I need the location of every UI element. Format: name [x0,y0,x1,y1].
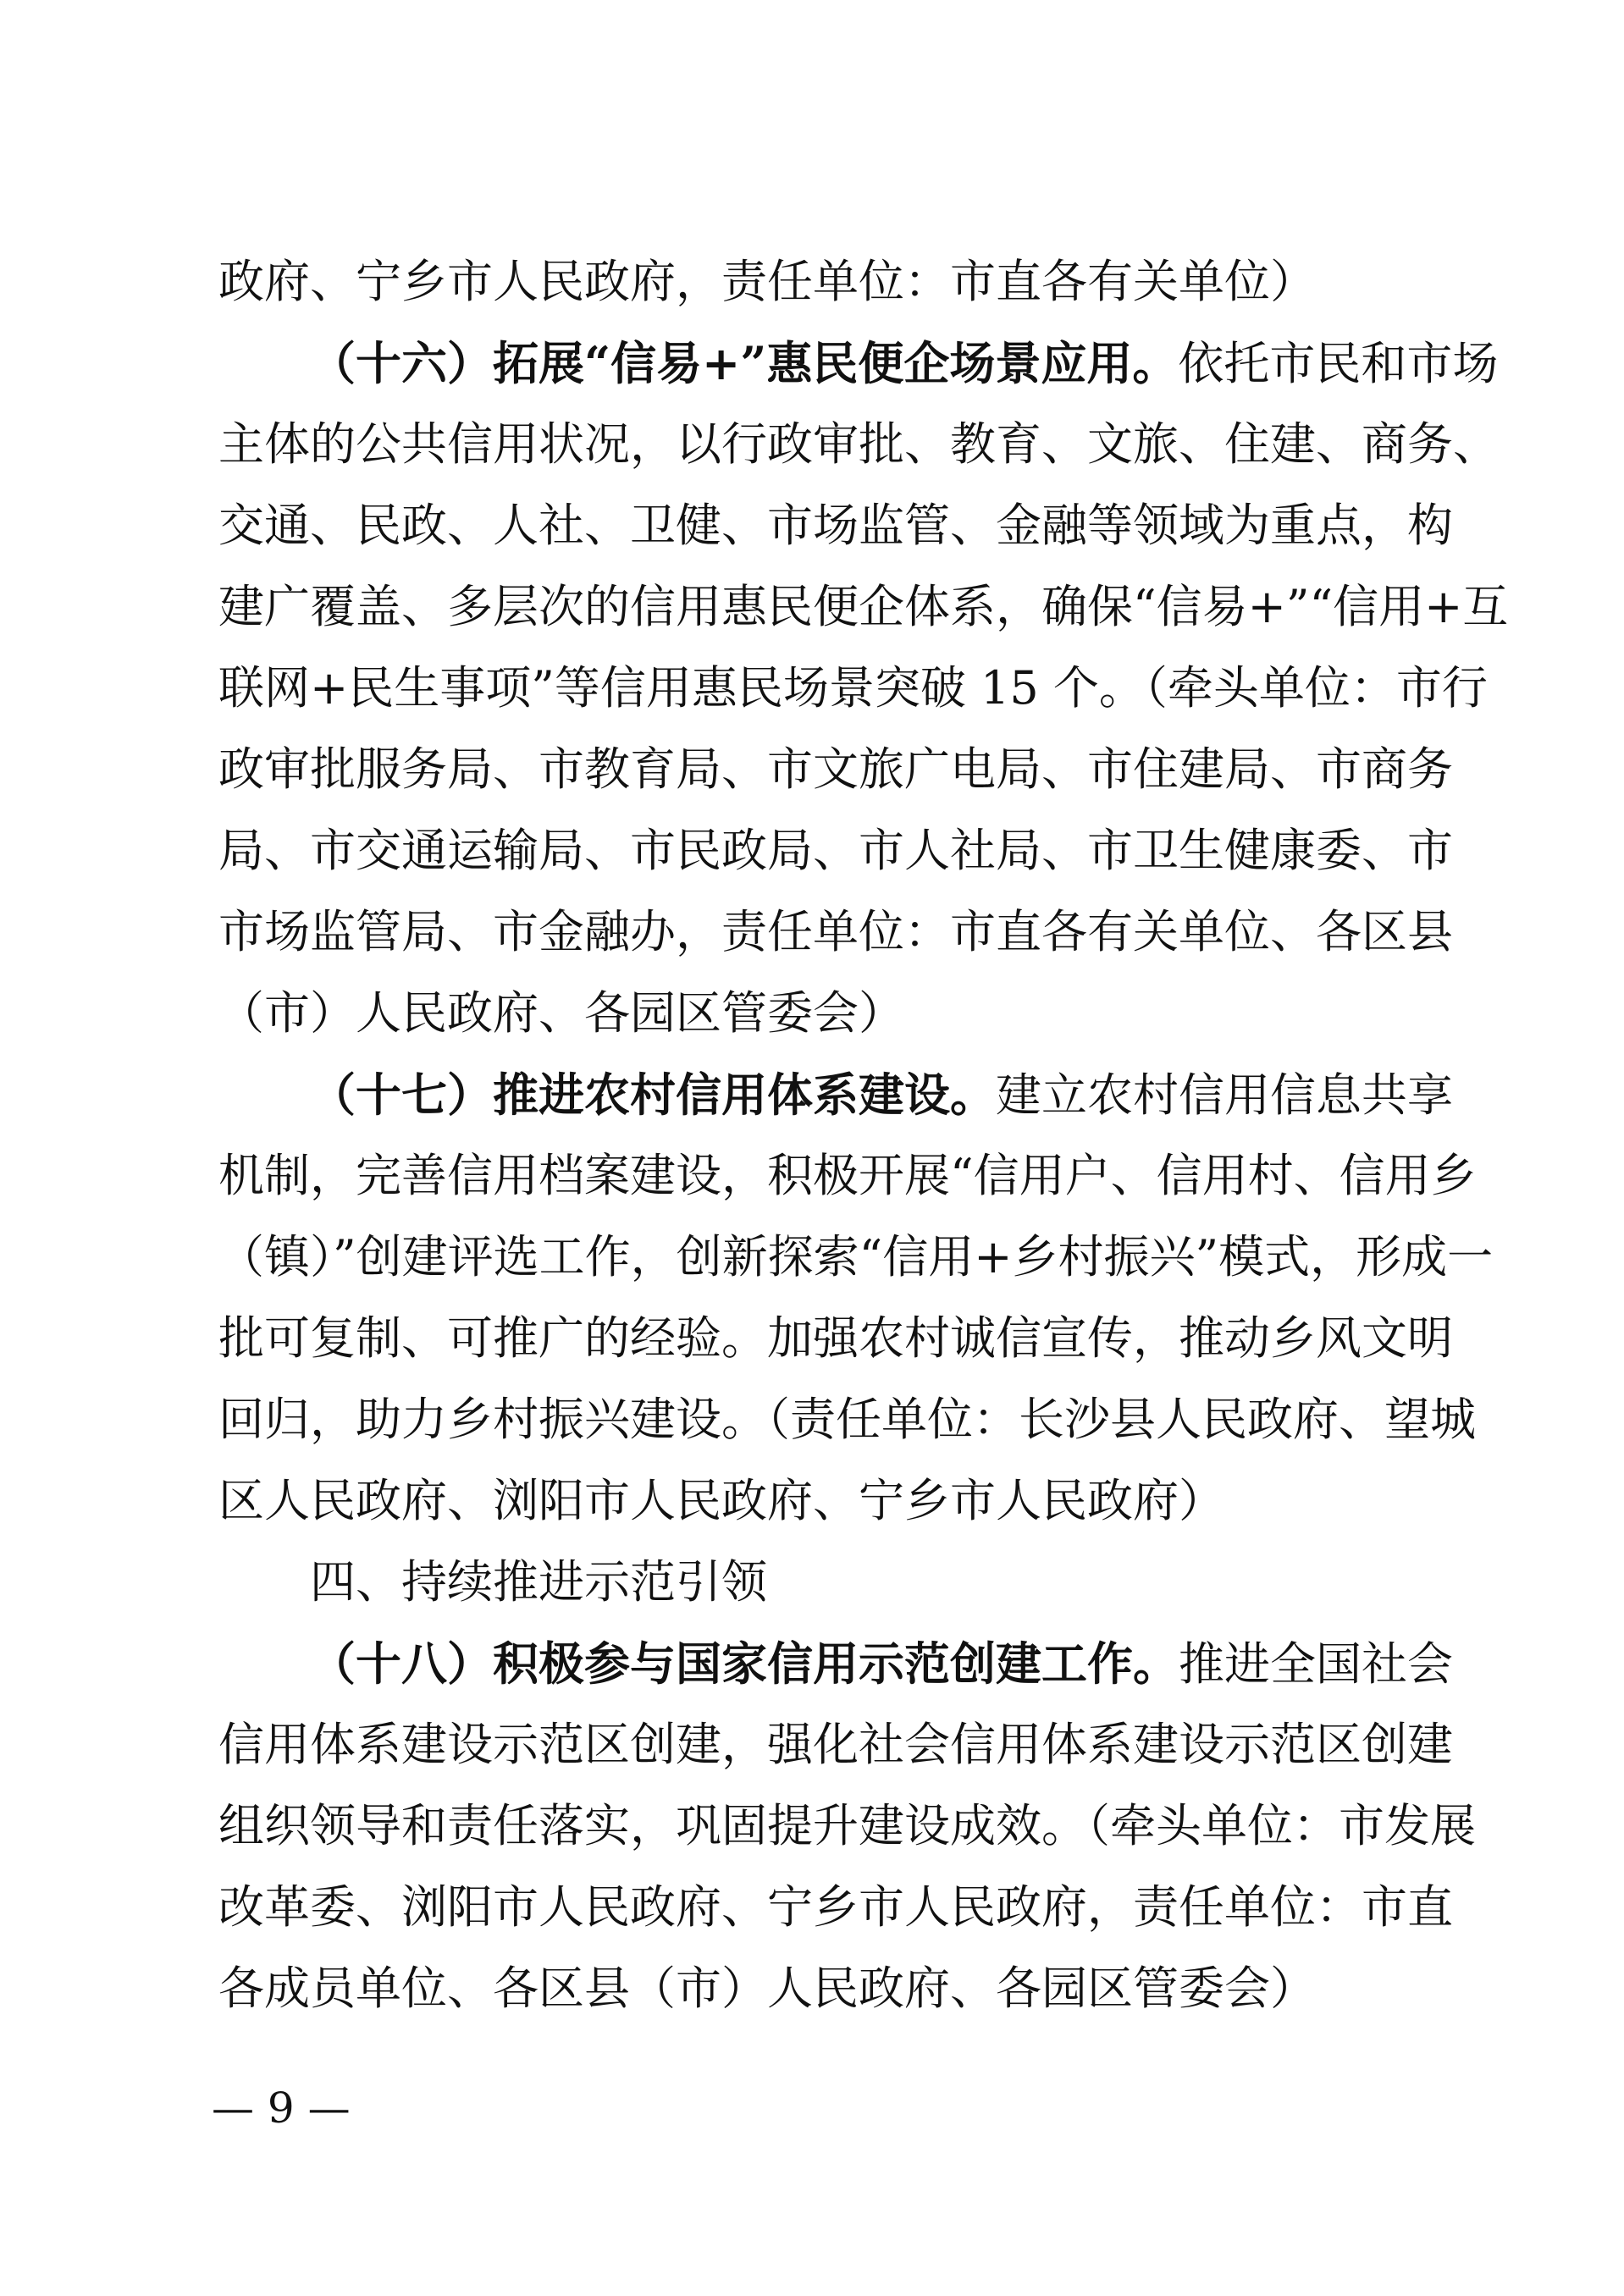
text-line: 主体的公共信用状况，以行政审批、教育、文旅、住建、商务、 [218,417,1499,471]
section-18-title: （十八）积极参与国家信用示范创建工作。 [310,1636,1179,1691]
text-line: 各成员单位、各区县（市）人民政府、各园区管委会） [218,1962,1316,2015]
section-17-title: （十七）推进农村信用体系建设。 [310,1068,996,1122]
text-line: 批可复制、可推广的经验。加强农村诚信宣传，推动乡风文明 [218,1311,1453,1365]
text-line: 局、市交通运输局、市民政局、市人社局、市卫生健康委、市 [218,824,1453,877]
section-16-title: （十六）拓展“信易+”惠民便企场景应用。 [310,336,1179,390]
text-line: 市场监管局、市金融办，责任单位：市直各有关单位、各区县 [218,905,1453,958]
page-number: — 9 — [212,2084,351,2133]
text-line: 政府、宁乡市人民政府，责任单位：市直各有关单位） [218,255,1316,308]
text-line: 信用体系建设示范区创建，强化社会信用体系建设示范区创建 [218,1718,1453,1771]
text-line: 交通、民政、人社、卫健、市场监管、金融等领域为重点，构 [218,499,1453,552]
text-line: 改革委、浏阳市人民政府、宁乡市人民政府，责任单位：市直 [218,1880,1453,1934]
document-body [218,241,1509,2029]
section-18-paragraph-start: （十八）积极参与国家信用示范创建工作。推进全国社会 [310,1636,1453,1691]
text-line: 区人民政府、浏阳市人民政府、宁乡市人民政府） [218,1474,1224,1527]
text-line: 回归，助力乡村振兴建设。（责任单位：长沙县人民政府、望城 [218,1393,1476,1446]
text-line: 政审批服务局、市教育局、市文旅广电局、市住建局、市商务 [218,742,1453,796]
text-line: 机制，完善信用档案建设，积极开展“信用户、信用村、信用乡 [218,1149,1477,1202]
text-line: （市）人民政府、各园区管委会） [218,986,904,1040]
section-16-paragraph-start: （十六）拓展“信易+”惠民便企场景应用。依托市民和市场 [310,336,1499,390]
section-heading-4: 四、持续推进示范引领 [310,1555,767,1609]
text-line: （镇）”创建评选工作，创新探索“信用+乡村振兴”模式，形成一 [218,1230,1494,1283]
text-line: 联网+民生事项”等信用惠民场景突破 15 个。（牵头单位：市行 [218,661,1488,715]
section-17-paragraph-start: （十七）推进农村信用体系建设。建立农村信用信息共享 [310,1068,1453,1122]
text-line: 组织领导和责任落实，巩固提升建设成效。（牵头单位：市发展 [218,1799,1476,1852]
text-line: 建广覆盖、多层次的信用惠民便企体系，确保“信易+”“信用+互 [218,580,1509,633]
